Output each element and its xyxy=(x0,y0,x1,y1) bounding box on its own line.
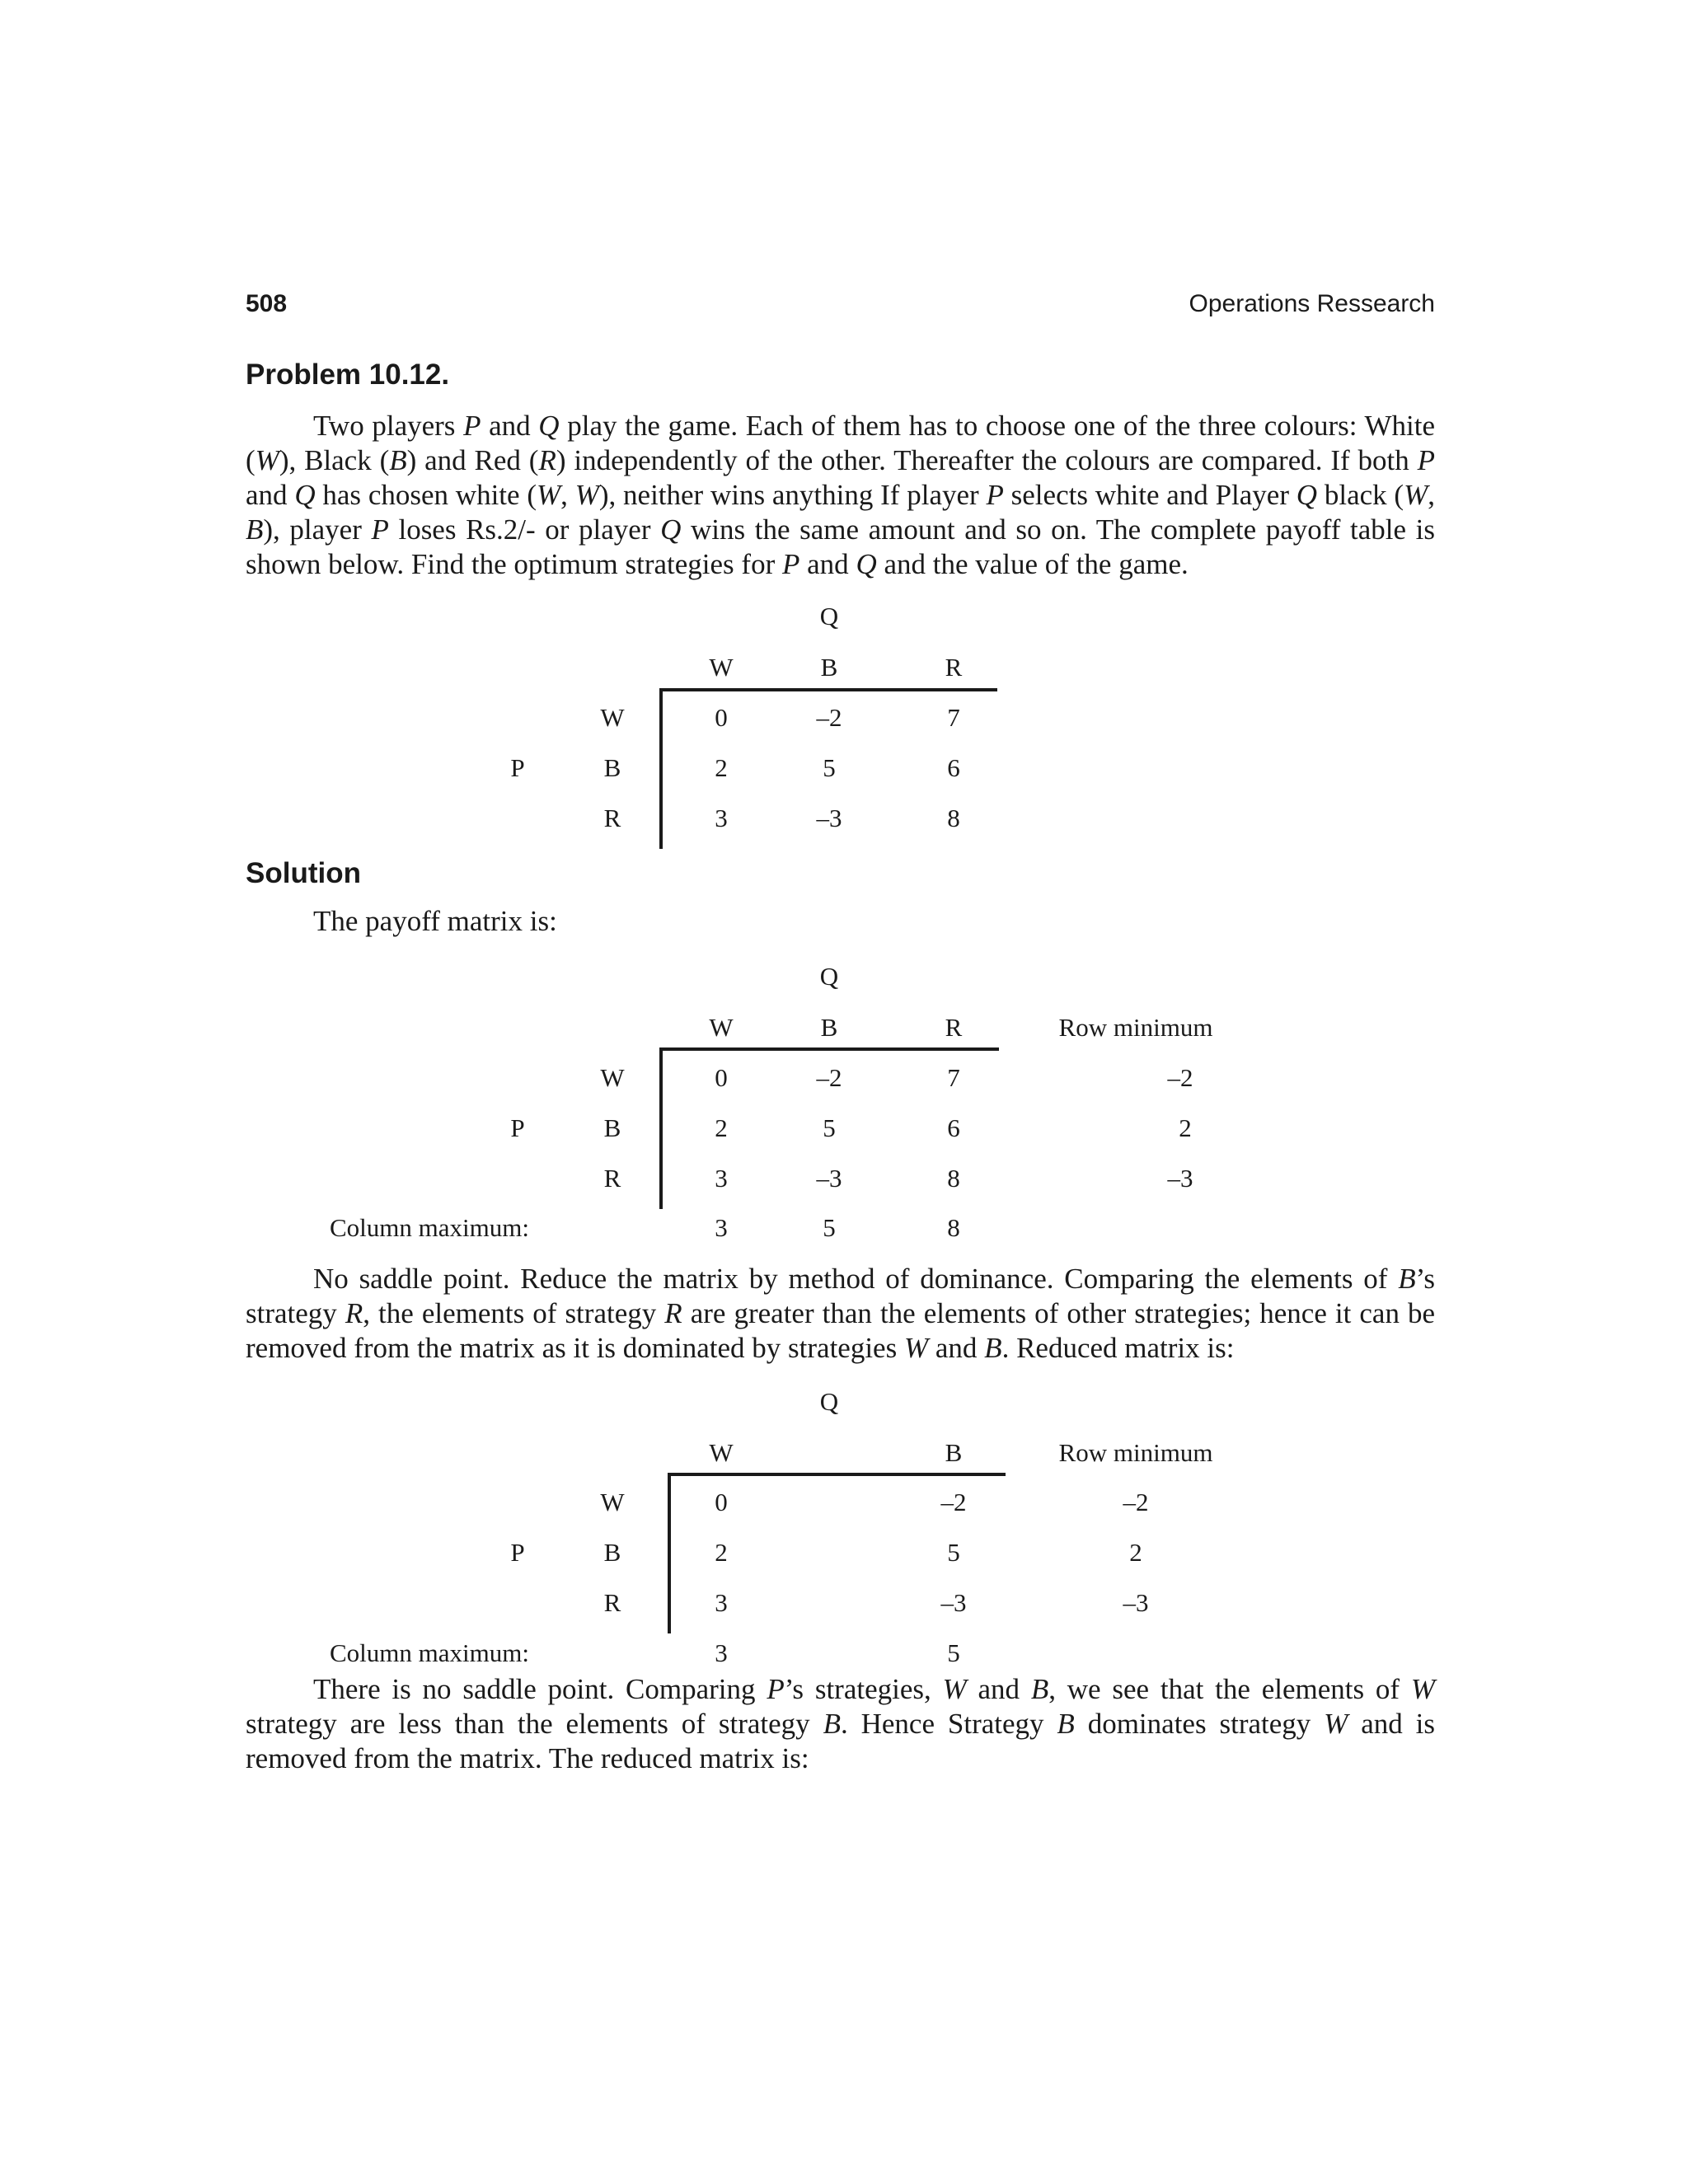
matrix-cell: 5 xyxy=(823,753,836,782)
math-variable: W xyxy=(942,1673,967,1705)
matrix-cell: 8 xyxy=(947,804,960,832)
col-header: B xyxy=(945,1438,963,1467)
matrix-top-rule xyxy=(660,688,997,691)
row-label: B xyxy=(603,1113,621,1142)
problem-heading: Problem 10.12. xyxy=(246,359,450,391)
matrix-cell: 7 xyxy=(947,703,960,732)
matrix-cell: 2 xyxy=(715,1113,728,1142)
matrix-left-rule xyxy=(668,1473,671,1633)
row-min-header: Row minimum xyxy=(1058,1438,1213,1467)
math-variable: W xyxy=(903,1332,929,1364)
matrix-cell: 3 xyxy=(715,1164,728,1193)
math-variable: W xyxy=(537,479,561,511)
math-variable: B xyxy=(246,513,264,546)
row-minimum-value: 2 xyxy=(1179,1113,1192,1142)
row-minimum-value: 2 xyxy=(1129,1538,1142,1567)
math-variable: W xyxy=(574,479,599,511)
col-player-label: Q xyxy=(819,1387,839,1416)
col-header: B xyxy=(820,653,838,682)
col-header: W xyxy=(709,1438,734,1467)
math-variable: P xyxy=(782,548,800,580)
math-variable: W xyxy=(1404,479,1428,511)
column-maximum-value: 5 xyxy=(823,1213,836,1242)
row-player-label: P xyxy=(510,1113,525,1142)
matrix-left-rule xyxy=(659,688,663,849)
matrix-cell: 6 xyxy=(947,753,960,782)
reduction-paragraph: There is no saddle point. Comparing P’s strategies, W and B, we see that the elements of W strategy are less than the elements of strategy B. Hence Strategy B dominates strategy W and is removed from the matrix. The reduced matrix is: xyxy=(246,1673,1436,1774)
problem-statement: Two players P and Q play the game. Each of them has to choose one of the three colours: White (W), Black (B) and Red (R) independently of the other. Thereafter the colours are compared. If both P and Q has chosen white (W, W), neither wins anything If player P selects white and Player Q black (W, B), player P loses Rs.2/- or player Q wins the same amount and so on. The complete payoff table is shown below. Find the optimum strategies for P and Q and the value of the game. xyxy=(246,410,1435,580)
math-variable: B xyxy=(389,444,407,476)
math-variable: B xyxy=(984,1332,1002,1364)
math-variable: P xyxy=(767,1673,785,1705)
matrix-top-rule xyxy=(668,1473,1006,1476)
matrix-cell: 0 xyxy=(715,1063,728,1092)
row-label: W xyxy=(600,703,625,732)
math-variable: P xyxy=(986,479,1004,511)
math-variable: Q xyxy=(660,513,682,546)
row-label: W xyxy=(600,1063,625,1092)
row-label: R xyxy=(603,804,621,832)
math-variable: Q xyxy=(294,479,316,511)
col-header: W xyxy=(709,653,734,682)
row-minimum-value: –2 xyxy=(1123,1488,1149,1516)
row-label: R xyxy=(603,1164,621,1193)
matrix-cell: 3 xyxy=(715,1588,728,1617)
math-variable: P xyxy=(1417,444,1435,476)
matrix-cell: 0 xyxy=(715,703,728,732)
math-variable: P xyxy=(371,513,389,546)
matrix-cell: 8 xyxy=(947,1164,960,1193)
col-player-label: Q xyxy=(819,602,839,630)
col-header: W xyxy=(709,1013,734,1042)
matrix-top-rule xyxy=(660,1047,999,1051)
col-max-label: Column maximum: xyxy=(330,1213,529,1242)
row-player-label: P xyxy=(510,753,525,782)
math-variable: Q xyxy=(538,410,560,442)
math-variable: R xyxy=(345,1297,363,1329)
matrix-cell: 2 xyxy=(715,753,728,782)
math-variable: B xyxy=(1057,1708,1075,1740)
column-maximum-value: 3 xyxy=(715,1638,728,1667)
row-minimum-value: –3 xyxy=(1123,1588,1149,1617)
matrix-cell: –3 xyxy=(940,1588,967,1617)
math-variable: R xyxy=(664,1297,682,1329)
page-number: 508 xyxy=(246,290,288,317)
column-maximum-value: 5 xyxy=(947,1638,960,1667)
row-label: R xyxy=(603,1588,621,1617)
math-variable: Q xyxy=(856,548,877,580)
math-variable: P xyxy=(463,410,481,442)
row-minimum-value: –3 xyxy=(1167,1164,1193,1193)
row-label: B xyxy=(603,753,621,782)
row-player-label: P xyxy=(510,1538,525,1567)
solution-intro: The payoff matrix is: xyxy=(313,905,557,937)
column-maximum-value: 3 xyxy=(715,1213,728,1242)
matrix-cell: 5 xyxy=(947,1538,960,1567)
row-label: B xyxy=(603,1538,621,1567)
matrix-cell: –3 xyxy=(816,1164,842,1193)
col-header: R xyxy=(945,653,963,682)
math-variable: B xyxy=(823,1708,841,1740)
matrix-cell: –2 xyxy=(940,1488,967,1516)
row-min-header: Row minimum xyxy=(1058,1013,1213,1042)
col-header: R xyxy=(945,1013,963,1042)
column-maximum-value: 8 xyxy=(947,1213,960,1242)
matrix-cell: 2 xyxy=(715,1538,728,1567)
col-max-label: Column maximum: xyxy=(330,1638,529,1667)
math-variable: B xyxy=(1030,1673,1049,1705)
math-variable: R xyxy=(538,444,556,476)
matrix-cell: 5 xyxy=(823,1113,836,1142)
matrix-cell: –2 xyxy=(816,1063,842,1092)
col-header: B xyxy=(820,1013,838,1042)
row-label: W xyxy=(600,1488,625,1516)
matrix-left-rule xyxy=(659,1047,663,1209)
matrix-cell: 6 xyxy=(947,1113,960,1142)
math-variable: Q xyxy=(1296,479,1318,511)
matrix-cell: 3 xyxy=(715,804,728,832)
matrix-cell: –2 xyxy=(816,703,842,732)
solution-heading: Solution xyxy=(246,857,361,889)
matrix-cell: 7 xyxy=(947,1063,960,1092)
running-title: Operations Ressearch xyxy=(1189,290,1435,317)
matrix-cell: –3 xyxy=(816,804,842,832)
math-variable: B xyxy=(1398,1263,1416,1295)
row-minimum-value: –2 xyxy=(1167,1063,1193,1092)
math-variable: W xyxy=(1324,1708,1348,1740)
math-variable: W xyxy=(1410,1673,1435,1705)
dominance-paragraph: No saddle point. Reduce the matrix by method of dominance. Comparing the elements of B’s strategy R, the elements of strategy R are greater than the elements of other strategies; hence it can be removed from the matrix as it is dominated by strategies W and B. Reduced matrix is: xyxy=(246,1263,1436,1364)
col-player-label: Q xyxy=(819,962,839,991)
math-variable: W xyxy=(255,444,279,476)
matrix-cell: 0 xyxy=(715,1488,728,1516)
